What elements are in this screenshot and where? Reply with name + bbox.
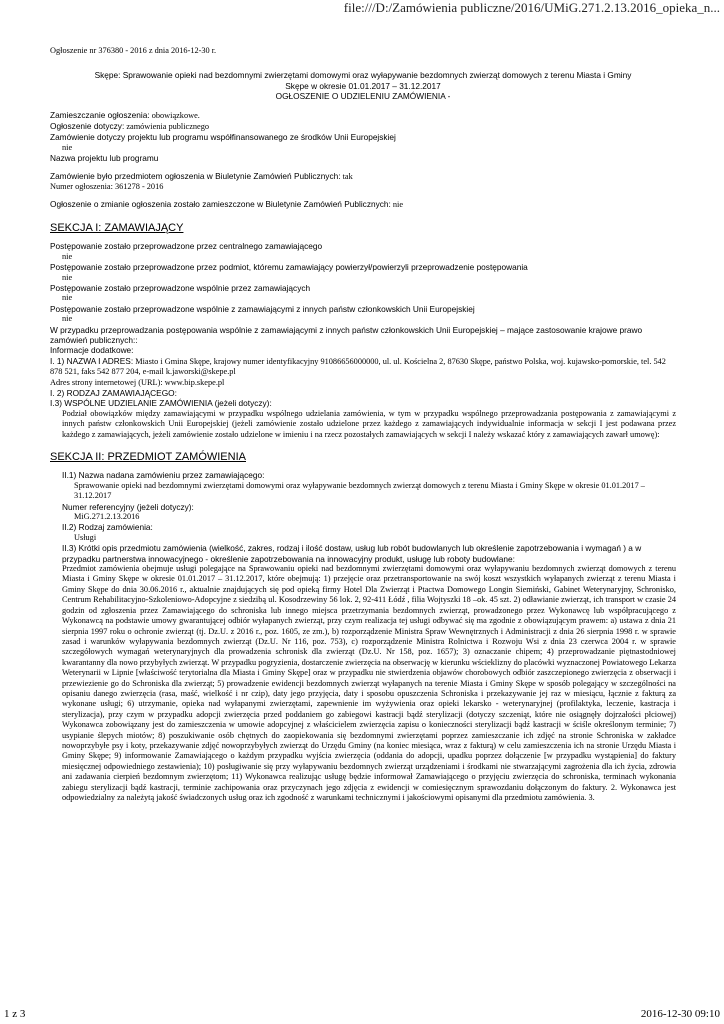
change-value: nie <box>392 200 404 210</box>
s1-q3: Postępowanie zostało przeprowadzone wspólnie przez zamawiających <box>50 282 311 293</box>
notice-subject: Skępe: Sprawowanie opieki nad bezdomnymi zwierzętami domowymi oraz wyłapywanie bezdomnych zwierząt domowych z terenu Miasta i Gminy Skępe w okresie 01.01.2017 – 31.12.2017 <box>94 70 632 91</box>
s1-q5: W przypadku przeprowadzania postępowania wspólnie z zamawiającymi z innych państw członkowskich Unii Europejskiej – mające zastosowanie krajowe prawo zamówień publicznych:: <box>50 324 643 345</box>
eu-project-value: nie <box>62 142 73 152</box>
s1-q2: Postępowanie zostało przeprowadzone przez podmiot, któremu zamawiający powierzył/powierzyli przeprowadzenie postępowania <box>50 262 528 273</box>
i3-value: Podział obowiązków między zamawiającymi w przypadku wspólnego udzielania zamówienia, w tym w przypadku wspólnego przeprowadzania postępowania z zamawiającymi z innych państw członkowskich Unii Europejskiej (jeżeli zamówienie zostało udzielone przez każdego z zamawiających indywidualnie informacja w sekcji I jest podawana przez każdego z zamawiających, jeżeli zamówienie zostało udzielone w imieniu i na rzecz pozostałych zamawiających w sekcji I należy wskazać który z zamawiających zawarł umowę): <box>62 408 676 439</box>
ref-value: MiG.271.2.13.2016 <box>74 512 140 522</box>
project-name-label: Nazwa projektu lub programu <box>50 153 159 164</box>
browser-file-path: file:///D:/Zamówienia publiczne/2016/UMiG.271.2.13.2016_opieka_n... <box>343 0 720 15</box>
i3-label: I.3) WSPÓLNE UDZIELANIE ZAMÓWIENIA (jeżeli dotyczy): <box>50 398 272 409</box>
ii2-label: II.2) Rodzaj zamówienia: <box>62 522 153 533</box>
notice-title: OGŁOSZENIE O UDZIELENIU ZAMÓWIENIA - <box>275 91 451 102</box>
section-2-title: SEKCJA II: PRZEDMIOT ZAMÓWIENIA <box>50 451 246 463</box>
additional-info-label: Informacje dodatkowe: <box>50 345 134 356</box>
concerns-label: Ogłoszenie dotyczy: <box>50 121 125 132</box>
notice-ref-value: 361278 - 2016 <box>114 182 164 192</box>
ii2-value: Usługi <box>74 532 97 542</box>
bzp-label: Zamówienie było przedmiotem ogłoszenia w Biuletynie Zamówień Publicznych: <box>50 170 341 181</box>
s1-a3: nie <box>62 293 73 303</box>
s1-q4: Postępowanie zostało przeprowadzone wspólnie z zamawiającymi z innych państw członkowskich Unii Europejskiej <box>50 303 475 314</box>
bzp-value: tak <box>342 171 353 181</box>
ii1-label: II.1) Nazwa nadana zamówieniu przez zamawiającego: <box>62 470 265 481</box>
eu-project-label: Zamówienie dotyczy projektu lub programu współfinansowanego ze środków Unii Europejskiej <box>50 132 396 143</box>
ii3-label: II.3) Krótki opis przedmiotu zamówienia (wielkość, zakres, rodzaj i ilość dostaw, usług lub robót budowlanych lub określenie zapotrzebowania i wymagań ) a w przypadku partnerstwa innowacyjnego - określenie zapotrzebowania na innowacyjny produkt, usługę lub roboty budowlane: <box>62 543 642 564</box>
s1-a4: nie <box>62 314 73 324</box>
placement-value: obowiązkowe. <box>151 110 200 120</box>
i1-value: Miasto i Gmina Skępe, krajowy numer identyfikacyjny 91086656000000, ul. ul. Kościelna 2, 87630 Skępe, państwo Polska, woj. kujawsko-pomorskie, tel. 542 878 521, faks 542 877 204, e-mail k.jaworski@skepe.pl <box>50 356 666 377</box>
notice-number: Ogłoszenie nr 376380 - 2016 z dnia 2016-12-30 r. <box>50 46 217 55</box>
change-label: Ogłoszenie o zmianie ogłoszenia zostało zamieszczone w Biuletynie Zamówień Publicznych: <box>50 199 391 210</box>
page-number: 1 z 3 <box>4 1008 26 1020</box>
section-1-title: SEKCJA I: ZAMAWIAJĄCY <box>50 221 184 234</box>
website-url: Adres strony internetowej (URL): www.bip.skepe.pl <box>50 377 225 387</box>
notice-ref-label: Numer ogłoszenia: <box>50 182 113 192</box>
s1-a1: nie <box>62 251 73 261</box>
i2-label: I. 2) RODZAJ ZAMAWIAJĄCEGO: <box>50 387 177 398</box>
concerns-value: zamówienia publicznego <box>126 122 210 132</box>
s1-q1: Postępowanie zostało przeprowadzone przez centralnego zamawiającego <box>50 241 323 252</box>
ref-label: Numer referencyjny (jeżeli dotyczy): <box>62 501 194 512</box>
s1-a2: nie <box>62 272 73 282</box>
ii1-value: Sprawowanie opieki nad bezdomnymi zwierzętami domowymi oraz wyłapywanie bezdomnych zwierząt domowych z terenu Miasta i Gminy Skępe w okresie 01.01.2017 – 31.12.2017 <box>74 480 645 501</box>
i1-label: I. 1) NAZWA I ADRES: <box>50 355 134 366</box>
notice-content <box>50 46 676 803</box>
print-datetime: 2016-12-30 09:10 <box>640 1008 720 1020</box>
ii3-value: Przedmiot zamówienia obejmuje usługi polegające na Sprawowaniu opieki nad bezdomnymi zwierzętami domowymi oraz wyłapywaniu bezdomnych zwierząt domowych z terenu Miasta i Gminy Skępe w okresie 01.01.2017 – 31.12.2017, które obejmują: 1) przejęcie oraz przetransportowanie na swój koszt wszystkich wyłapanych zwierząt z terenu Miasta i Gminy Skępe do dnia 30.06.2016 r., aktualnie znajdujących się pod opieką firmy Hotel Dla Zwierząt i Ptactwa Domowego Longin Siemiński, Gabinet Weterynaryjny, Schronisko, Centrum Rehabilitacyjno-Szkoleniowo-Adopcyjne z siedzibą ul. Kosodrzewiny 56 lok. 2, 92-411 Łódź , filia Wojtyszki 18 –ok. 45 szt. 2) odławianie zwierząt, ich transport w czasie 24 godzin od zgłoszenia przez Zamawiającego do schroniska lub innego miejsca przetrzymania bezdomnych zwierząt, prowadzonego przez Wykonawcę lub współpracującego z Wykonawcą na podstawie umowy gwarantującej odbiór wyłapanych zwierząt, przy czym realizacja tej usługi odbywać się ma zgodnie z obowiązującym prawem: a) ustawa z dnia 21 sierpnia 1997 roku o ochronie zwierząt (tj. Dz.U. z 2016 r., poz. 1605, ze zm.), b) rozporządzenie Ministra Spraw Wewnętrznych i Administracji z dnia 26 sierpnia 1998 r. w sprawie zasad i warunków wyłapywania bezdomnych zwierząt (Dz.U. Nr 116, poz. 753), c) rozporządzenie Ministra Rolnictwa i Rozwoju Wsi z dnia 23 czerwca 2004 r. w sprawie szczegółowych wymagań weterynaryjnych dla prowadzenia schronisk dla zwierząt (Dz.U. Nr 158, poz. 1657); 3) oznaczanie chipem; 4) przeprowadzanie piętnastodniowej kwarantanny dla nowo przybyłych zwierząt. W przypadku pogryzienia, dostarczenie zwierzęcia na obserwację w kierunku wścieklizny do placówki wyznaczonej Powiatowego Lekarza Weterynarii w Lipnie [właściwość terytorialna dla Miasta i Gminy Skępe] oraz w przypadku nie stwierdzenia objawów chorobowych odbiór zaszczepionego zwierzęcia z obserwacji i przewiezienie go do Schroniska dla zwierząt; 5) prowadzenie ewidencji bezdomnych zwierząt wyłapanych na terenie Miasta i Gminy Skępe w sposób polegający w szczególności na opisaniu danego zwierzęcia (rasa, maść, wielkość i nr czip), daty jego przyjęcia, daty i sposobu opuszczenia Schroniska i przekazywanie jej raz w miesiącu, łącznie z fakturą za wykonane usługi; 6) utrzymanie, opieka nad wyłapanymi zwierzętami, zapewnienie im wyżywienia oraz opieki lekarsko - weterynaryjnej (profilaktyka, leczenie, kastracja i sterylizacja), przy czym w przypadku adopcji zwierzęcia przed poddaniem go zabiegowi kastracji bądź sterylizacji (dotyczy szczeniąt, które nie osiągnęły dojrzałości płciowej) Wykonawca zobowiązany jest do zamieszczenia w umowie adopcyjnej z właścicielem zwierzęcia zapisu o konieczności sterylizacji bądź kastracji w ściśle określonym terminie; 7) usypianie ślepych miotów; 8) poszukiwanie osób chętnych do zaopiekowania się bezdomnymi zwierzętami poprzez zamieszczanie ich zdjęć na stronie Schroniska w zakładce nowoprzybyłe psy i koty, przekazywanie zdjęć nowoprzybyłych zwierząt do Urzędu Gminy (na koniec miesiąca, wraz z fakturą) w celu zamieszczenia ich na stronie Urzędu Miasta i Gminy Skępe; 9) informowanie Zamawiającego o każdym przypadku wyjścia zwierzęcia (oddania do adopcji, upadku poprzez dołączenie [w przypadku wystąpienia] do faktury miesięcznej odpowiedniego zestawienia); 10) posługiwanie się przy wyłapywaniu bezdomnych zwierząt urządzeniami i środkami nie stwarzającymi zagrożenia dla ich życia, zdrowia ani zadawania cierpień bezdomnym zwierzętom; 11) Wykonawca realizując usługę będzie informował Zamawiającego o przyjęciu zwierzęcia do schroniska, terminach wykonania zabiegu sterylizacji bądź kastracji, terminie zachipowania oraz przyczynach jego zdjęcia z ewidencji w comiesięcznym sprawozdaniu dołączonym do faktury. 2. Wykonawca jest odpowiedzialny za należytą jakość świadczonych usług oraz ich zgodność z warunkami technicznymi i jakościowymi opisanymi dla przedmiotu zamówienia. 3. <box>62 564 676 802</box>
placement-label: Zamieszczanie ogłoszenia: <box>50 109 150 120</box>
